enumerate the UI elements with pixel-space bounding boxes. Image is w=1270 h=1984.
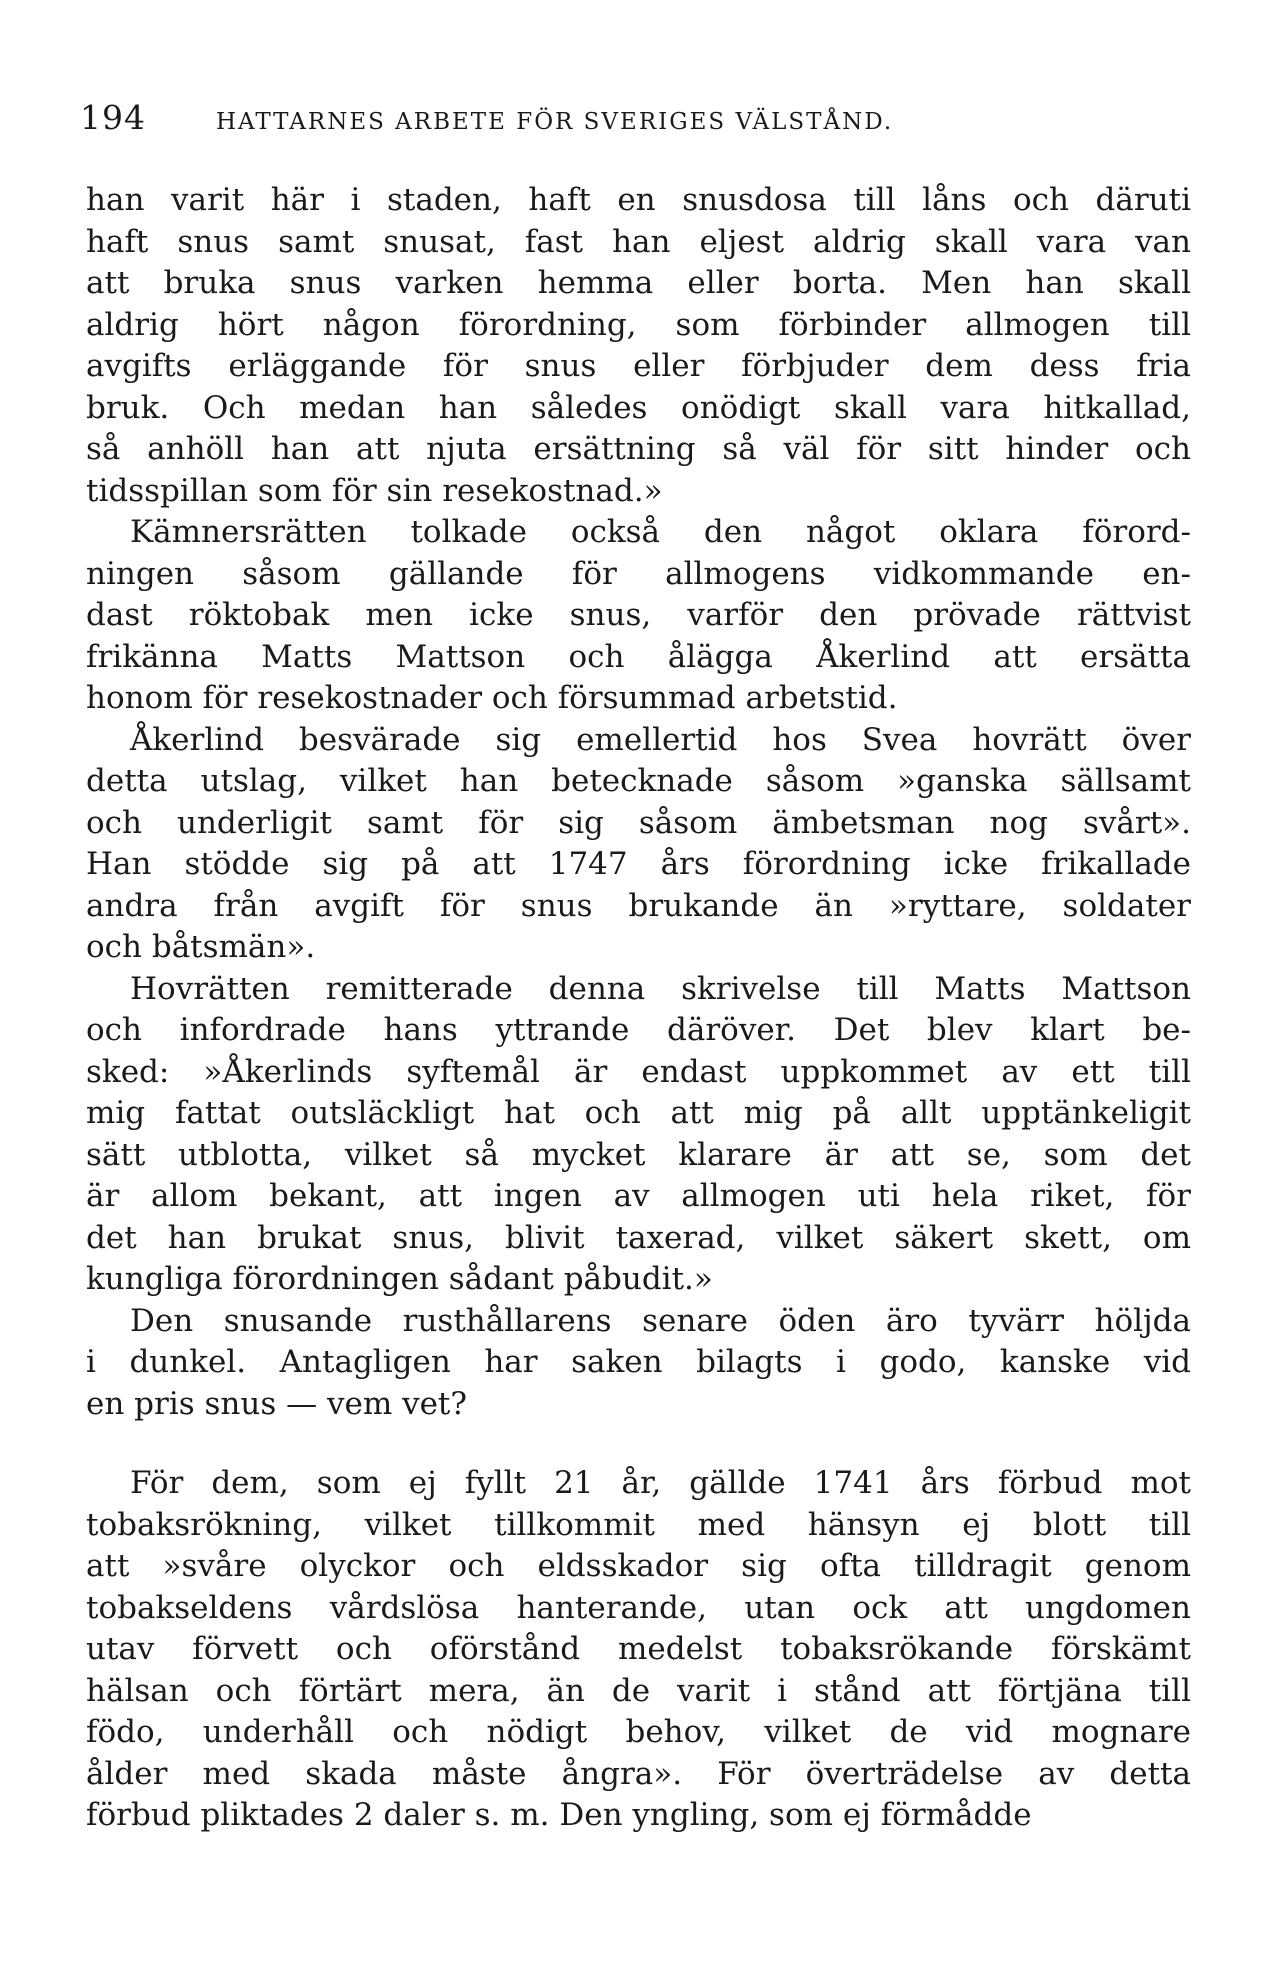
running-head: HATTARNES ARBETE FÖR SVERIGES VÄLSTÅND. <box>216 109 894 135</box>
text-line: tidsspillan som för sin resekostnad.» <box>86 472 663 509</box>
text-line: är allom bekant, att ingen av allmogen uti hela riket, för <box>86 1178 1191 1214</box>
body-text <box>86 180 1191 1837</box>
section-gap <box>86 1425 1191 1463</box>
text-line: kungliga förordningen sådant påbudit.» <box>86 1261 713 1297</box>
text-line: ningen såsom gällande för allmogens vidkommande en- <box>86 555 1191 592</box>
paragraph <box>86 180 1191 512</box>
text-line: en pris snus — vem vet? <box>86 1385 468 1422</box>
text-line: mig fattat outsläckligt hat och att mig på allt upptänkeligit <box>86 1095 1191 1131</box>
paragraph <box>86 969 1191 1301</box>
text-line: och underligit samt för sig såsom ämbetsman nog svårt». <box>86 804 1191 841</box>
text-line: aldrig hört någon förordning, som förbinder allmogen till <box>86 306 1191 343</box>
paragraph <box>86 720 1191 969</box>
text-line: bruk. Och medan han således onödigt skall vara hitkallad, <box>86 389 1191 426</box>
text-line: och båtsmän». <box>86 929 316 965</box>
text-line: haft snus samt snusat, fast han eljest aldrig skall vara van <box>86 223 1191 260</box>
paragraph <box>86 512 1191 720</box>
text-line: Han stödde sig på att 1747 års förordning icke frikallade <box>86 846 1191 882</box>
paragraph <box>86 1463 1191 1837</box>
text-line: Kämnersrätten tolkade också den något oklara förord- <box>130 514 1191 550</box>
text-line: Hovrätten remitterade denna skrivelse till Matts Mattson <box>130 970 1191 1007</box>
text-line: detta utslag, vilket han betecknade såsom »ganska sällsamt <box>86 763 1191 799</box>
text-line: han varit här i staden, haft en snusdosa till låns och däruti <box>86 182 1191 218</box>
text-line: sätt utblotta, vilket så mycket klarare är att se, som det <box>86 1136 1191 1173</box>
text-line: avgifts erläggande för snus eller förbjuder dem dess fria <box>86 348 1191 384</box>
text-line: ålder med skada måste ångra». För överträdelse av detta <box>86 1755 1191 1792</box>
text-line: så anhöll han att njuta ersättning så väl för sitt hinder och <box>86 431 1191 467</box>
text-line: andra från avgift för snus brukande än »ryttare, soldater <box>86 887 1191 924</box>
text-line: förbud pliktades 2 daler s. m. Den yngling, som ej förmådde <box>86 1797 1032 1833</box>
text-line: tobaksrökning, vilket tillkommit med hänsyn ej blott till <box>86 1506 1191 1543</box>
paragraph <box>86 1301 1191 1426</box>
text-line: honom för resekostnader och försummad arbetstid. <box>86 680 898 716</box>
text-line: hälsan och förtärt mera, än de varit i stånd att förtjäna till <box>86 1672 1191 1709</box>
text-line: För dem, som ej fyllt 21 år, gällde 1741 års förbud mot <box>130 1465 1191 1501</box>
text-line: Den snusande rusthållarens senare öden äro tyvärr höljda <box>130 1302 1191 1339</box>
text-line: Åkerlind besvärade sig emellertid hos Svea hovrätt över <box>130 721 1191 758</box>
text-line: frikänna Matts Mattson och ålägga Åkerlind att ersätta <box>86 638 1191 675</box>
text-line: födo, underhåll och nödigt behov, vilket de vid mognare <box>86 1714 1191 1750</box>
text-line: det han brukat snus, blivit taxerad, vilket säkert skett, om <box>86 1219 1191 1256</box>
text-line: tobakseldens vårdslösa hanterande, utan ock att ungdomen <box>86 1589 1191 1626</box>
text-line: att »svåre olyckor och eldsskador sig ofta tilldragit genom <box>86 1548 1191 1584</box>
text-line: utav förvett och oförstånd medelst tobaksrökande förskämt <box>86 1631 1191 1667</box>
text-line: dast röktobak men icke snus, varför den prövade rättvist <box>86 597 1191 633</box>
text-line: att bruka snus varken hemma eller borta. Men han skall <box>86 265 1191 301</box>
page-header <box>80 98 1200 148</box>
text-line: i dunkel. Antagligen har saken bilagts i godo, kanske vid <box>86 1344 1191 1380</box>
text-line: sked: »Åkerlinds syftemål är endast uppkommet av ett till <box>86 1053 1191 1090</box>
text-line: och infordrade hans yttrande däröver. Det blev klart be- <box>86 1012 1191 1048</box>
page-number: 194 <box>80 98 146 137</box>
